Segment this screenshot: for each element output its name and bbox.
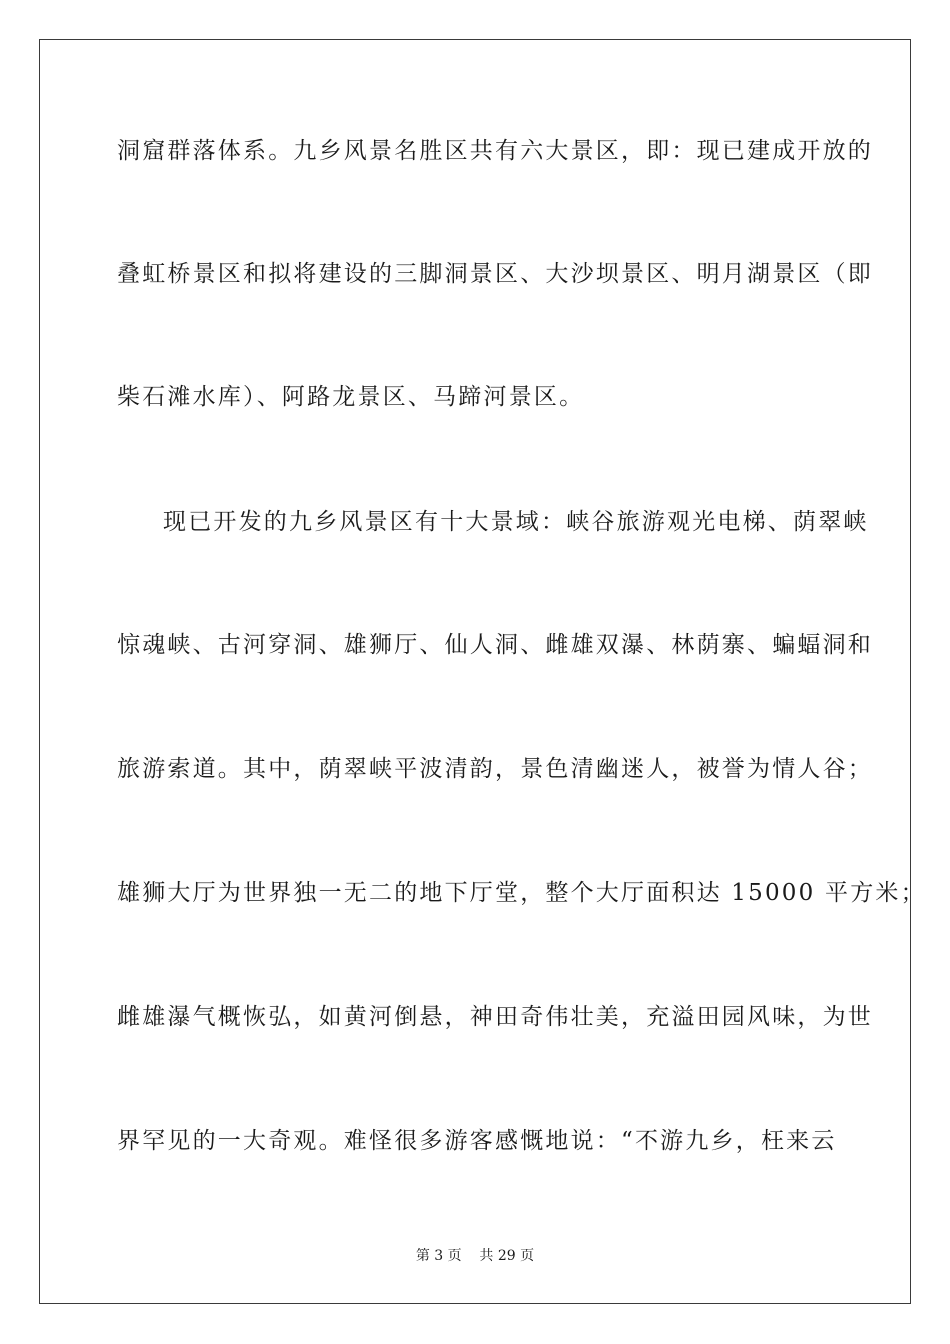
text-line: 叠虹桥景区和拟将建设的三脚洞景区、大沙坝景区、明月湖景区（即	[117, 261, 873, 287]
text-line: 界罕见的一大奇观。难怪很多游客感慨地说：“不游九乡，枉来云	[117, 1128, 837, 1154]
text-line: 雄狮大厅为世界独一无二的地下厅堂，整个大厅面积达 15000 平方米；	[117, 880, 926, 906]
text-line: 惊魂峡、古河穿洞、雄狮厅、仙人洞、雌雄双瀑、林荫寨、蝙蝠洞和	[117, 632, 873, 658]
text-line: 洞窟群落体系。九乡风景名胜区共有六大景区，即：现已建成开放的	[117, 138, 873, 164]
text-line: 柴石滩水库）、阿路龙景区、马蹄河景区。	[117, 384, 585, 410]
page-number: 第 3 页 共 29 页	[415, 1248, 535, 1264]
text-line: 旅游索道。其中，荫翠峡平波清韵，景色清幽迷人，被誉为情人谷；	[117, 756, 873, 782]
page-border	[39, 39, 926, 1304]
paragraph-first-line: 现已开发的九乡风景区有十大景域：峡谷旅游观光电梯、荫翠峡	[163, 509, 869, 535]
text-line: 雌雄瀑气概恢弘，如黄河倒悬，神田奇伟壮美，充溢田园风味，为世	[117, 1004, 873, 1030]
